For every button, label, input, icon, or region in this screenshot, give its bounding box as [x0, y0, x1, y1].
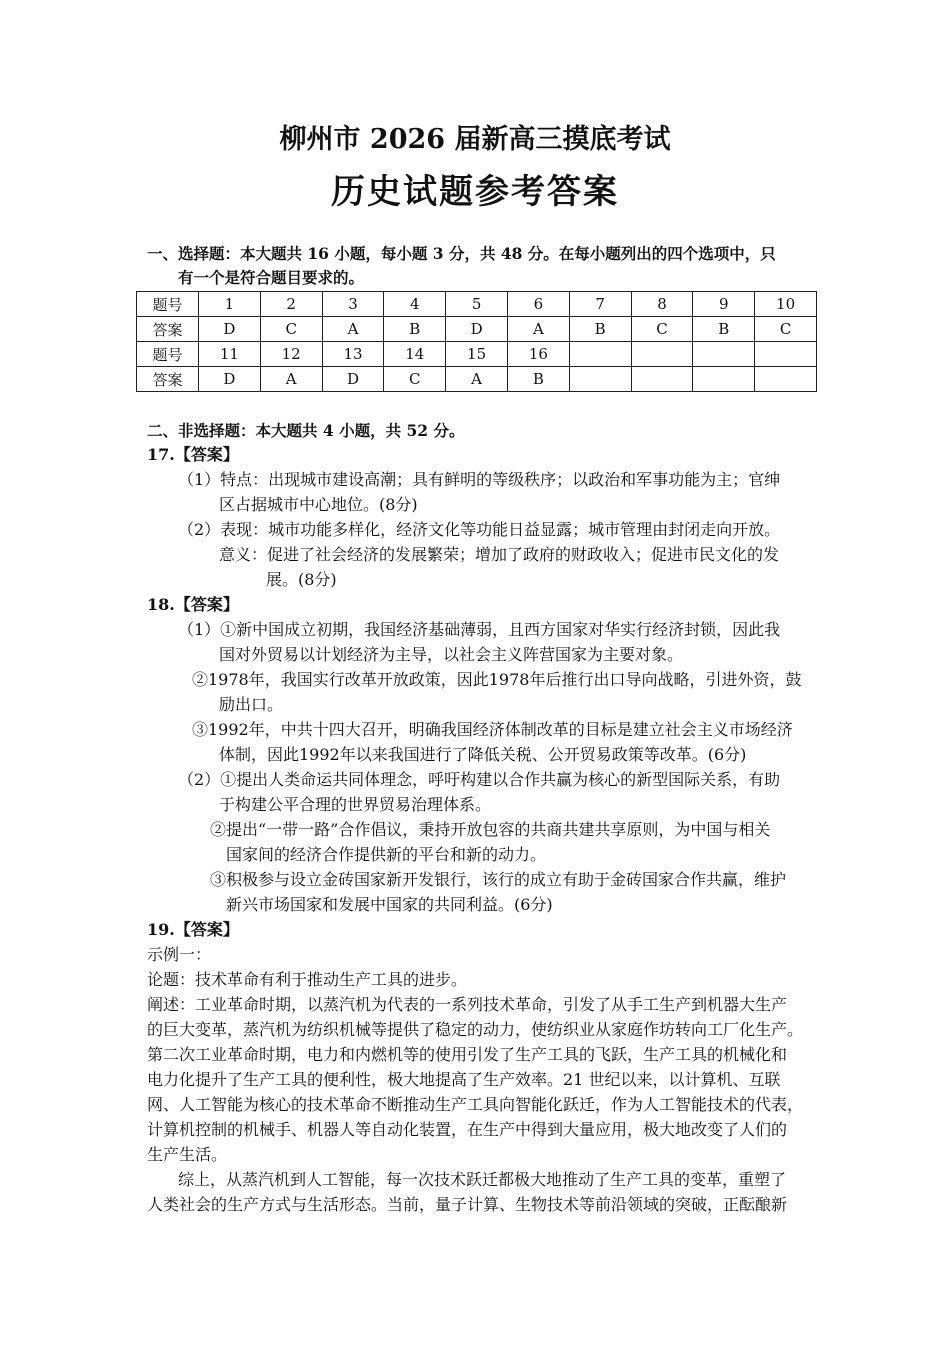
row-label: 题号	[137, 342, 199, 367]
table-row	[137, 367, 817, 392]
question-number	[755, 342, 817, 367]
q18-line: 励出口。	[219, 695, 284, 714]
question-number: 9	[693, 292, 755, 317]
question-number: 6	[507, 292, 569, 317]
q18-line: 于构建公平合理的世界贸易治理体系。	[219, 795, 492, 814]
question-number: 12	[260, 342, 322, 367]
q18-line: 体制，因此1992年以来我国进行了降低关税、公开贸易政策等改革。(6分)	[219, 745, 747, 764]
q18-line: ③1992年，中共十四大召开，明确我国经济体制改革的目标是建立社会主义市场经济	[192, 720, 793, 739]
q18-line: ②1978年，我国实行改革开放政策，因此1978年后推行出口导向战略，引进外资，鼓	[192, 670, 802, 689]
q19-line: 论题：技术革命有利于推动生产工具的进步。	[147, 970, 468, 989]
q18-line: （2）①提出人类命运共同体理念，呼吁构建以合作共赢为核心的新型国际关系，有助	[178, 770, 781, 789]
question-number: 1	[199, 292, 261, 317]
question-number: 16	[507, 342, 569, 367]
answer-cell	[569, 367, 631, 392]
question-number	[631, 342, 693, 367]
answer-cell: B	[384, 317, 446, 342]
row-label: 题号	[137, 292, 199, 317]
q19-label: 19.【答案】	[147, 920, 239, 939]
q17-line: 展。(8分)	[266, 570, 337, 589]
question-number: 8	[631, 292, 693, 317]
q19-line: 示例一：	[147, 945, 212, 964]
q19-line: 生产生活。	[147, 1145, 228, 1164]
q17-line: （2）表现：城市功能多样化，经济文化等功能日益显露；城市管理由封闭走向开放。	[178, 520, 781, 539]
question-number	[569, 342, 631, 367]
q18-line: 国家间的经济合作提供新的平台和新的动力。	[226, 845, 547, 864]
answer-cell: C	[755, 317, 817, 342]
answer-cell: D	[446, 317, 508, 342]
answer-cell: A	[446, 367, 508, 392]
q19-line: 网、人工智能为核心的技术革命不断推动生产工具向智能化跃迁，作为人工智能技术的代表，	[147, 1095, 804, 1114]
question-number: 2	[260, 292, 322, 317]
answer-cell: A	[260, 367, 322, 392]
q18-line: ③积极参与设立金砖国家新开发银行，该行的成立有助于金砖国家合作共赢，维护	[210, 870, 787, 889]
question-number: 13	[322, 342, 384, 367]
q19-line: 人类社会的生产方式与生活形态。当前，量子计算、生物技术等前沿领域的突破，正酝酿新	[147, 1195, 788, 1214]
answer-cell: D	[322, 367, 384, 392]
q17-label: 17.【答案】	[147, 445, 239, 464]
question-number: 4	[384, 292, 446, 317]
row-label: 答案	[137, 367, 199, 392]
q17-line: 区占据城市中心地位。(8分)	[219, 495, 418, 514]
answer-cell: A	[507, 317, 569, 342]
answer-cell	[693, 367, 755, 392]
q18-line: （1）①新中国成立初期，我国经济基础薄弱，且西方国家对华实行经济封锁，因此我	[178, 620, 781, 639]
section1-heading: 一、选择题：本大题共 16 小题，每小题 3 分，共 48 分。在每小题列出的四个选项中，只	[147, 244, 776, 263]
q19-line: 的巨大变革，蒸汽机为纺织机械等提供了稳定的动力，使纺织业从家庭作坊转向工厂化生产。	[147, 1020, 804, 1039]
answer-cell: B	[693, 317, 755, 342]
section2-heading: 二、非选择题：本大题共 4 小题，共 52 分。	[147, 421, 465, 440]
question-number: 14	[384, 342, 446, 367]
q18-line: 国对外贸易以计划经济为主导，以社会主义阵营国家为主要对象。	[219, 645, 684, 664]
table-row	[137, 317, 817, 342]
document-title: 历史试题参考答案	[331, 172, 619, 212]
table-row	[137, 292, 817, 317]
answer-cell: B	[507, 367, 569, 392]
answer-cell: C	[260, 317, 322, 342]
q19-line: 电力化提升了生产工具的便利性，极大地提高了生产效率。21 世纪以来，以计算机、互联	[147, 1070, 781, 1089]
question-number: 11	[199, 342, 261, 367]
answer-cell: B	[569, 317, 631, 342]
answer-cell	[631, 367, 693, 392]
exam-title: 柳州市 2026 届新高三摸底考试	[279, 124, 671, 155]
answer-table	[136, 291, 817, 392]
question-number: 7	[569, 292, 631, 317]
section1-heading-cont: 有一个是符合题目要求的。	[178, 268, 365, 287]
question-number	[693, 342, 755, 367]
q18-line: 新兴市场国家和发展中国家的共同利益。(6分)	[226, 895, 553, 914]
q19-line: 第二次工业革命时期，电力和内燃机等的使用引发了生产工具的飞跃，生产工具的机械化和	[147, 1045, 788, 1064]
answer-cell: D	[199, 317, 261, 342]
question-number: 3	[322, 292, 384, 317]
q17-line: （1）特点：出现城市建设高潮；具有鲜明的等级秩序；以政治和军事功能为主；官绅	[178, 470, 781, 489]
q18-label: 18.【答案】	[147, 595, 239, 614]
question-number: 15	[446, 342, 508, 367]
answer-cell: A	[322, 317, 384, 342]
answer-cell	[755, 367, 817, 392]
q17-line: 意义：促进了社会经济的发展繁荣；增加了政府的财政收入；促进市民文化的发	[219, 545, 780, 564]
q19-line: 计算机控制的机械手、机器人等自动化装置，在生产中得到大量应用，极大地改变了人们的	[147, 1120, 788, 1139]
question-number: 5	[446, 292, 508, 317]
question-number: 10	[755, 292, 817, 317]
table-row	[137, 342, 817, 367]
row-label: 答案	[137, 317, 199, 342]
answer-cell: C	[384, 367, 446, 392]
q18-line: ②提出“一带一路”合作倡议，秉持开放包容的共商共建共享原则，为中国与相关	[210, 820, 771, 839]
answer-cell: C	[631, 317, 693, 342]
q19-line: 综上，从蒸汽机到人工智能，每一次技术跃迁都极大地推动了生产工具的变革，重塑了	[178, 1170, 787, 1189]
q19-line: 阐述：工业革命时期，以蒸汽机为代表的一系列技术革命，引发了从手工生产到机器大生产	[147, 995, 788, 1014]
answer-cell: D	[199, 367, 261, 392]
